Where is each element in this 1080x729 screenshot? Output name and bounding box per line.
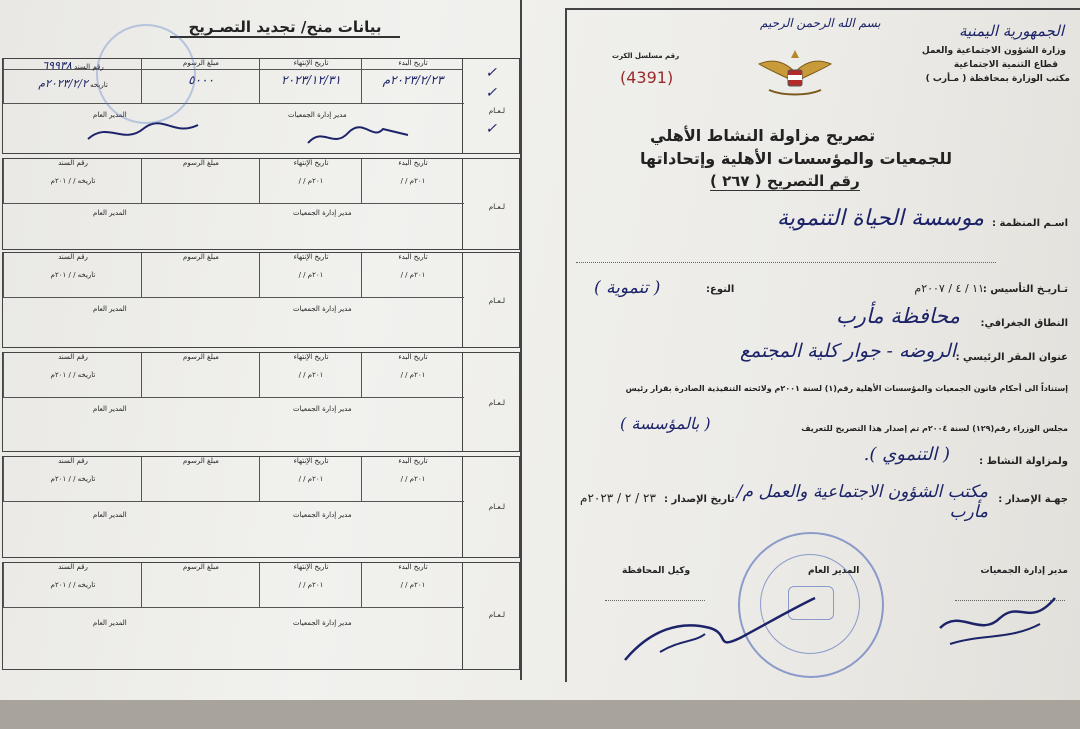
check-mark: ✓ [485, 85, 497, 101]
sig-deputy-governor: وكيل المحافظة [622, 566, 691, 576]
end-date-value: ٢٠٢٣/١٢/٣١ [281, 73, 341, 87]
fees-cell: مبلغ الرسوم ٥٠٠٠ [141, 59, 260, 104]
signature-icon [303, 121, 413, 151]
renewal-block-1 [2, 58, 520, 154]
org-name-label: اسـم المنظمة : [992, 218, 1068, 229]
start-date-cell: تاريخ البدء ٢٠٢٣/٢/٢٣م [361, 59, 464, 104]
year-label: لـعـام [488, 107, 505, 115]
type-label: النوع: [706, 284, 735, 295]
legal-basis-line-1: إستناداً الى أحكام قانون الجمعيات والمؤسسات الأهلية رقم(١) لسنة ٢٠٠١م ولائحته التنفيذية الصادرة بقرار رئيس [625, 384, 1068, 393]
legal-basis-line-2: مجلس الوزراء رقم(١٢٩) لسنة ٢٠٠٤م تم إصدار هذا التصريح للتعريف [801, 424, 1068, 433]
scope-label: النطاق الجغرافي: [980, 318, 1068, 329]
issue-date-value: ٢٣ / ٢ / ٢٠٢٣م [580, 491, 656, 505]
renewal-block-5: لـعـام تاريخ البدء / / ٢٠١م تاريخ الإنتهاء / / ٢٠١م مبلغ الرسوم رقم السند تاريخه / / ٢٠١م مدير إدارة الجمعيات المدير العام [2, 456, 520, 558]
bond-date-value: ٢٠٢٣/٢/٢م [38, 77, 88, 90]
eagle-emblem-icon [755, 44, 835, 102]
hq-value: الروضه - جوار كلية المجتمع [739, 340, 956, 362]
ministry-name: وزارة الشؤون الاجتماعية والعمل [921, 46, 1066, 56]
org-name-value: موسسة الحياة التنموية [777, 206, 984, 231]
table-surface [0, 700, 1080, 729]
hq-label: عنوان المقر الرئيسي : [955, 352, 1068, 363]
main-title-line-2: للجمعيات والمؤسسات الأهلية وإتحاداتها [640, 149, 952, 168]
check-mark: ✓ [485, 121, 497, 137]
basmala: بسم الله الرحمن الرحيم [760, 16, 881, 30]
founding-date-value: ١١ / ٤ / ٢٠٠٧م [914, 282, 984, 295]
renewal-block-6: لـعـام تاريخ البدء / / ٢٠١م تاريخ الإنتهاء / / ٢٠١م مبلغ الرسوم رقم السند تاريخه / / ٢٠١م مدير إدارة الجمعيات المدير العام [2, 562, 520, 670]
fees-value: ٥٠٠٠ [188, 73, 214, 87]
renewal-panel [0, 0, 522, 680]
type-value: ( تنموية ) [594, 278, 661, 298]
issuer-label: جهـة الإصدار : [998, 494, 1068, 505]
serial-label: رقم مسلسل الكرت [612, 52, 680, 60]
legal-basis-value: ( بالمؤسسة ) [620, 414, 711, 433]
republic-name: الجمهورية اليمنية [958, 22, 1064, 40]
bond-value: ٦٩٩٣٨ [42, 59, 72, 72]
general-manager-label: المدير العام [93, 111, 127, 119]
renewal-block-2: لـعـام تاريخ البدء / / ٢٠١م تاريخ الإنتهاء / / ٢٠١م مبلغ الرسوم رقم السند تاريخه / / ٢٠١م مدير إدارة الجمعيات المدير العام [2, 158, 520, 250]
founding-date-label: تـاريـخ التأسيس : [982, 284, 1068, 295]
signature-icon [930, 578, 1060, 658]
renewal-title: بيانات منح/ تجديد التصـريح [170, 18, 400, 38]
check-mark: ✓ [485, 65, 497, 81]
activity-value: ( التنموي ). [863, 444, 950, 465]
stamp-icon [96, 24, 196, 124]
signature-icon [620, 590, 820, 670]
main-title-line-1: تصريح مزاولة النشاط الأهلي [650, 126, 876, 145]
sig-general-manager: المدير العام [808, 566, 860, 576]
issuer-value: مكتب الشؤون الاجتماعية والعمل م/مأرب [736, 482, 988, 522]
renewal-block-3: لـعـام تاريخ البدء / / ٢٠١م تاريخ الإنتهاء / / ٢٠١م مبلغ الرسوم رقم السند تاريخه / / ٢٠١م مدير إدارة الجمعيات المدير العام [2, 252, 520, 348]
office-name: مكتب الوزارة بمحافظة ( مـأرب ) [925, 74, 1070, 84]
sector-name: قطاع التنمية الاجتماعية [953, 60, 1058, 70]
license-number: رقم التصريح ( ٢٦٧ ) [710, 172, 860, 190]
sig-assoc-manager: مدير إدارة الجمعيات [980, 566, 1068, 576]
start-date-value: ٢٠٢٣/٢/٢٣م [382, 73, 444, 87]
activity-label: ولمزاولة النشاط : [979, 456, 1068, 467]
end-date-cell: تاريخ الإنتهاء ٢٠٢٣/١٢/٣١ [259, 59, 362, 104]
scope-value: محافظة مأرب [836, 304, 960, 328]
block-year-cell [462, 59, 519, 153]
bond-cell: رقم السند ٦٩٩٣٨ تاريخه ٢٠٢٣/٢/٢م [3, 59, 142, 104]
serial-value: (4391) [620, 68, 674, 87]
assoc-manager-label: مدير إدارة الجمعيات [288, 111, 347, 119]
issue-date-label: تاريخ الإصدار : [664, 494, 735, 505]
renewal-block-4: لـعـام تاريخ البدء / / ٢٠١م تاريخ الإنتهاء / / ٢٠١م مبلغ الرسوم رقم السند تاريخه / / ٢٠١م مدير إدارة الجمعيات المدير العام [2, 352, 520, 452]
